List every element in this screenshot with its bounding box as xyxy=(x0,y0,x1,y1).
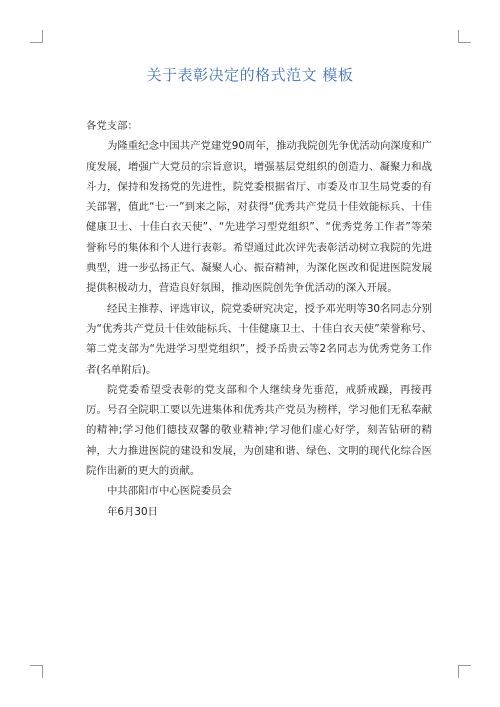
crop-mark-top-left xyxy=(30,30,43,43)
paragraph-intro: 为隆重纪念中国共产党建党90周年，推动我院创先争优活动向深度和广度发展，增强广大党员的宗旨意识，增强基层党组织的创造力、凝聚力和战斗力，保持和发扬党的先进性，院党委根据省厅、市委及市卫生局党委的有关部署，值此“七·一”到来之际，对获得“优秀共产党员十佳效能标兵、十佳健康卫士、十佳白衣天使”、“先进学习型党组织”、“优秀党务工作者”等荣誉称号的集体和个人进行表彰。希望通过此次评先表彰活动树立我院的先进典型，进一步弘扬正气、凝聚人心、振奋精神，为深化医改和促进医院发展提供积极动力，营造良好氛围，推动医院创先争优活动的深入开展。 xyxy=(86,140,432,295)
date: 年6月30日 xyxy=(107,505,159,518)
crop-mark-bottom-left xyxy=(30,665,43,678)
crop-mark-bottom-right xyxy=(458,665,471,678)
paragraph-call: 院党委希望受表彰的党支部和个人继续身先垂范，戒骄戒躁，再接再厉。号召全院职工要以先进集体和优秀共产党员为榜样，学习他们无私奉献的精神;学习他们德技双馨的敬业精神;学习他们虚心好学，刻苦钻研的精神，大力推进医院的建设和发展，为创建和谐、绿色、文明的现代化综合医院作出新的更大的贡献。 xyxy=(86,383,432,478)
crop-mark-top-right xyxy=(458,30,471,43)
paragraph-decision: 经民主推荐、评选审议，院党委研究决定，授予邓光明等30名同志分别为“优秀共产党员十佳效能标兵、十佳健康卫士、十佳白衣天使”荣誉称号、第二党支部为“先进学习型党组织”，授予岳贵云等2名同志为优秀党务工作者(名单附后)。 xyxy=(86,302,432,376)
signature: 中共邵阳市中心医院委员会 xyxy=(107,485,232,498)
document-title: 关于表彰决定的格式范文 模板 xyxy=(146,66,354,84)
document-body xyxy=(86,116,432,522)
greeting: 各党支部： xyxy=(86,120,138,132)
